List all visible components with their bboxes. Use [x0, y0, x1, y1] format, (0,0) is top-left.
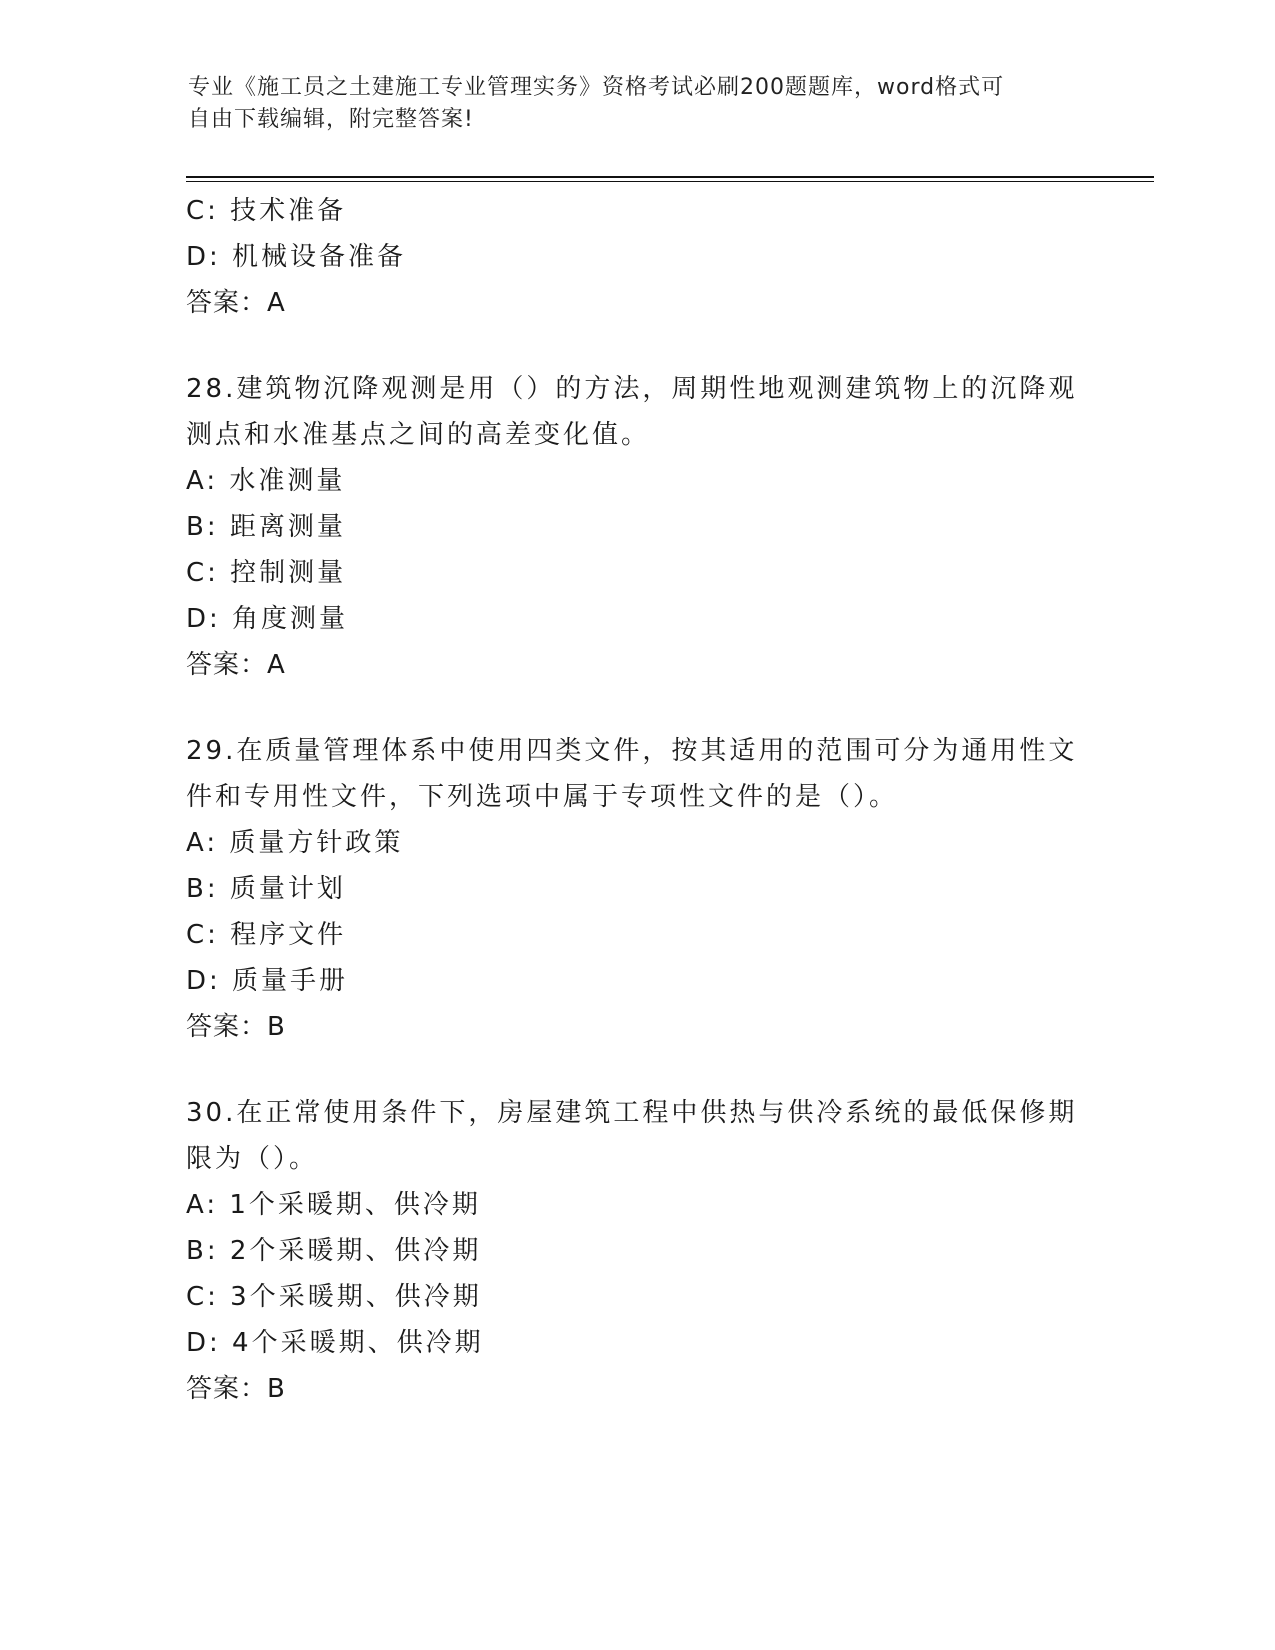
option-b: B: 距离测量	[186, 512, 346, 542]
question-text	[186, 728, 1076, 820]
question-text	[186, 1090, 1076, 1182]
document-body	[186, 188, 1086, 1412]
question-text-line-1: 29.在质量管理体系中使用四类文件，按其适用的范围可分为通用性文	[186, 736, 1078, 766]
question-text-line-2: 限为（）。	[186, 1144, 319, 1174]
answer-line: 答案：A	[186, 650, 286, 680]
option-a: A: 水准测量	[186, 466, 346, 496]
question-spacer	[186, 326, 1086, 366]
header-title-line-2: 自由下载编辑，附完整答案!	[188, 107, 474, 132]
option-d: D: 4个采暖期、供冷期	[186, 1328, 484, 1358]
option-c: C: 技术准备	[186, 196, 347, 226]
option-a: A: 质量方针政策	[186, 828, 404, 858]
answer-line: 答案：B	[186, 1012, 286, 1042]
question-30	[186, 1090, 1086, 1412]
option-c: C: 控制测量	[186, 558, 347, 588]
question-29	[186, 728, 1086, 1050]
answer-line: 答案：A	[186, 288, 286, 318]
question-text	[186, 366, 1076, 458]
header-title-line-1: 专业《施工员之土建施工专业管理实务》资格考试必刷200题题库，word格式可	[188, 75, 1005, 100]
option-c: C: 3个采暖期、供冷期	[186, 1282, 482, 1312]
answer-line: 答案：B	[186, 1374, 286, 1404]
option-b: B: 质量计划	[186, 874, 346, 904]
document-header	[188, 72, 1068, 136]
question-spacer	[186, 1050, 1086, 1090]
header-rule-thick	[186, 176, 1154, 178]
question-spacer	[186, 688, 1086, 728]
option-a: A: 1个采暖期、供冷期	[186, 1190, 481, 1220]
question-text-line-1: 28.建筑物沉降观测是用（）的方法，周期性地观测建筑物上的沉降观	[186, 374, 1078, 404]
header-rule-thin	[186, 181, 1154, 182]
question-text-line-2: 测点和水准基点之间的高差变化值。	[186, 420, 651, 450]
question-27-tail	[186, 188, 1086, 326]
question-text-line-2: 件和专用性文件，下列选项中属于专项性文件的是（）。	[186, 782, 899, 812]
question-text-line-1: 30.在正常使用条件下，房屋建筑工程中供热与供冷系统的最低保修期	[186, 1098, 1078, 1128]
option-b: B: 2个采暖期、供冷期	[186, 1236, 482, 1266]
option-d: D: 质量手册	[186, 966, 349, 996]
question-28	[186, 366, 1086, 688]
option-d: D: 机械设备准备	[186, 242, 407, 272]
option-d: D: 角度测量	[186, 604, 349, 634]
option-c: C: 程序文件	[186, 920, 347, 950]
